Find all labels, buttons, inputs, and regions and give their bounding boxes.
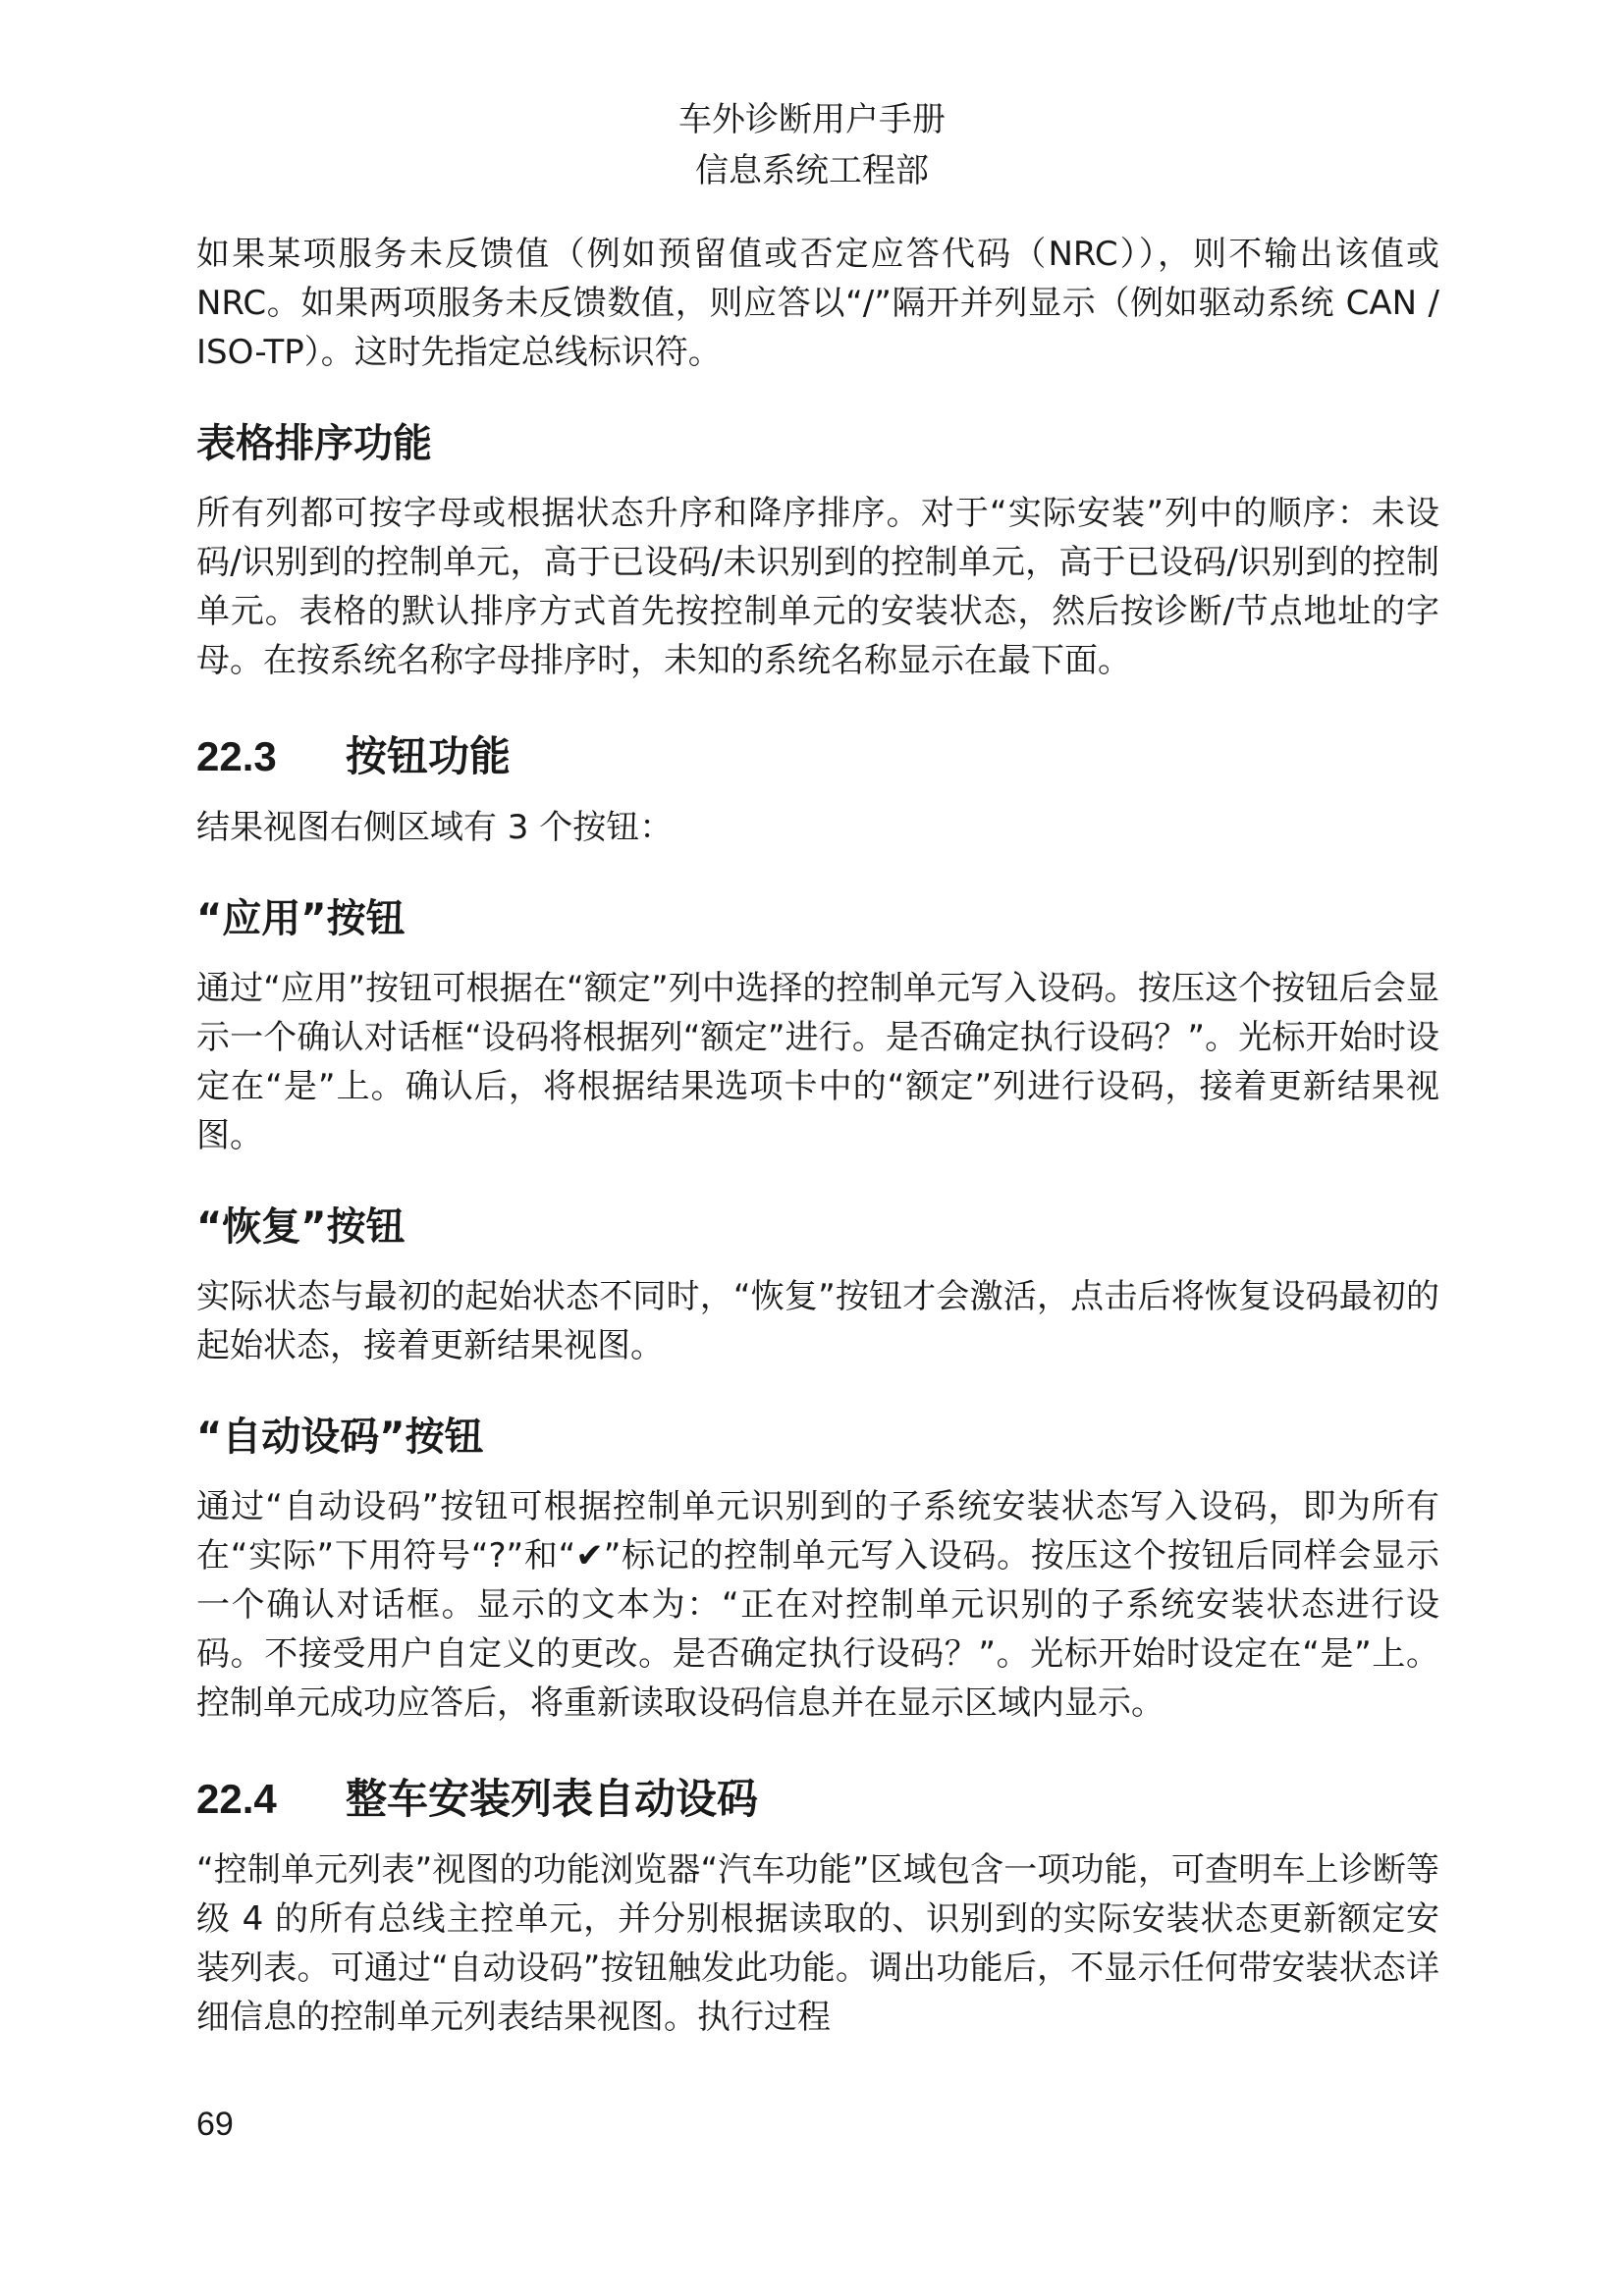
- page-header: [0, 94, 1624, 196]
- auto-code-button-paragraph: 通过“自动设码”按钮可根据控制单元识别到的子系统安装状态写入设码，即为所有在“实际”下用符号“?”和“✔”标记的控制单元写入设码。按压这个按钮后同样会显示一个确认对话框。显示的文本为：“正在对控制单元识别的子系统安装状态进行设码。不接受用户自定义的更改。是否确定执行设码？”。光标开始时设定在“是”上。控制单元成功应答后，将重新读取设码信息并在显示区域内显示。: [196, 1487, 1439, 1723]
- restore-button-heading: “恢复”按钮: [196, 1204, 406, 1250]
- restore-button-paragraph: 实际状态与最初的起始状态不同时，“恢复”按钮才会激活，点击后将恢复设码最初的起始状态，接着更新结果视图。: [196, 1277, 1439, 1365]
- table-sort-heading: 表格排序功能: [196, 421, 432, 466]
- auto-code-button-heading: “自动设码”按钮: [196, 1415, 484, 1460]
- page-number: 69: [196, 2106, 234, 2143]
- table-sort-paragraph: 所有列都可按字母或根据状态升序和降序排序。对于“实际安装”列中的顺序：未设码/识别到的控制单元，高于已设码/未识别到的控制单元，高于已设码/识别到的控制单元。表格的默认排序方式首先按控制单元的安装状态，然后按诊断/节点地址的字母。在按系统名称字母排序时，未知的系统名称显示在最下面。: [196, 494, 1439, 680]
- header-title: 车外诊断用户手册: [678, 100, 946, 139]
- section-22-4-paragraph: “控制单元列表”视图的功能浏览器“汽车功能”区域包含一项功能，可查明车上诊断等级 4 的所有总线主控单元，并分别根据读取的、识别到的实际安装状态更新额定安装列表。可通过“自动设码”按钮触发此功能。调出功能后，不显示任何带安装状态详细信息的控制单元列表结果视图。执行过程: [196, 1850, 1439, 2037]
- document-body: [196, 230, 1439, 2042]
- section-title: 整车安装列表自动设码: [346, 1775, 759, 1823]
- header-department: 信息系统工程部: [695, 151, 929, 190]
- intro-paragraph: 如果某项服务未反馈值（例如预留值或否定应答代码（NRC）），则不输出该值或 NRC。如果两项服务未反馈数值，则应答以“/”隔开并列显示（例如驱动系统 CAN / ISO-TP）。这时先指定总线标识符。: [196, 235, 1439, 372]
- apply-button-heading: “应用”按钮: [196, 896, 406, 941]
- section-22-3-intro: 结果视图右侧区域有 3 个按钮：: [196, 808, 674, 847]
- section-22-4-heading: [196, 1771, 1439, 1828]
- section-number: 22.4: [196, 1776, 277, 1822]
- apply-button-paragraph: 通过“应用”按钮可根据在“额定”列中选择的控制单元写入设码。按压这个按钮后会显示一个确认对话框“设码将根据列“额定”进行。是否确定执行设码？”。光标开始时设定在“是”上。确认后，将根据结果选项卡中的“额定”列进行设码，接着更新结果视图。: [196, 969, 1439, 1155]
- section-title: 按钮功能: [346, 732, 512, 780]
- section-22-3-heading: [196, 728, 1439, 785]
- section-number: 22.3: [196, 733, 277, 779]
